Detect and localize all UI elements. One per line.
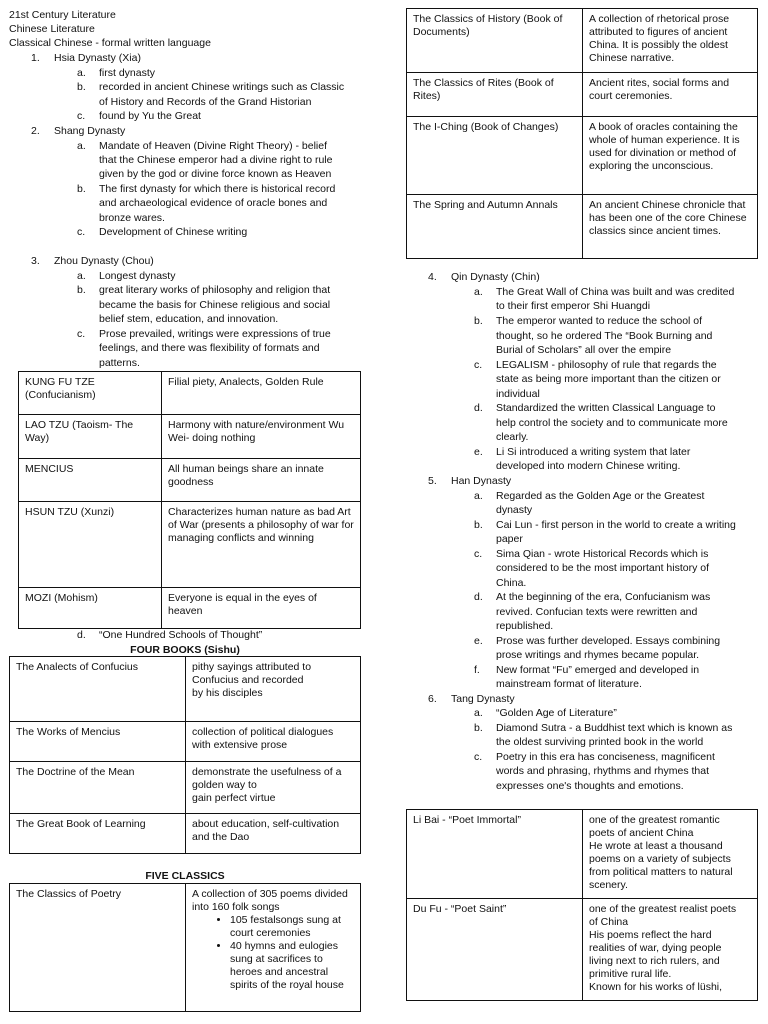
list-item: • 40 hymns and eulogies sung at sacrifices to heroes and ancestral spirits of the royal house (230, 940, 354, 992)
desc-line: of China (589, 916, 629, 928)
item-letter: a. (77, 67, 86, 79)
item-letter: a. (77, 140, 86, 152)
list-item-cont: China. (496, 577, 527, 589)
table-row (10, 814, 361, 854)
five-classics-table (9, 883, 361, 1012)
item-letter: e. (474, 635, 483, 647)
list-item: Cai Lun - first person in the world to create a writing (496, 519, 736, 531)
item-letter: c. (474, 359, 483, 371)
desc-line: scenery. (589, 879, 628, 891)
list-item: Diamond Sutra - a Buddhist text which is known as (496, 722, 733, 734)
item-letter: c. (77, 226, 86, 238)
list-item-cont: state as being more important than the citizen or (496, 373, 721, 385)
list-item: “One Hundred Schools of Thought” (99, 629, 263, 641)
section-number: 2. (31, 125, 40, 137)
list-item: Development of Chinese writing (99, 226, 248, 238)
list-item-cont: bronze wares. (99, 212, 165, 224)
list-item: Sima Qian - wrote Historical Records which is (496, 548, 709, 560)
list-item: • 105 festalsongs sung at court ceremonies (230, 914, 354, 940)
list-item-cont: to their first emperor Shi Huangdi (496, 300, 651, 312)
philosophers-table (18, 371, 361, 629)
list-item-cont: considered to be the most important history of (496, 562, 710, 574)
poets-table (406, 809, 758, 1001)
table-cell-desc (186, 657, 361, 722)
desc-line: gain perfect virtue (192, 792, 276, 804)
table-cell-desc (186, 722, 361, 762)
item-letter: d. (77, 629, 86, 641)
list-item-cont: of History and Records of the Grand Historian (99, 96, 312, 108)
table-cell-desc: Harmony with nature/environment Wu Wei- doing nothing (162, 415, 361, 459)
list-item: The first dynasty for which there is historical record (99, 183, 336, 195)
item-letter: c. (474, 751, 483, 763)
list-item: first dynasty (99, 67, 156, 79)
table-row (10, 657, 361, 722)
list-item-cont: belief stem, education, and innovation. (99, 313, 279, 325)
list-item: Prose was further developed. Essays combining (496, 635, 721, 647)
desc-line: golden way to (192, 779, 257, 791)
table-row (10, 762, 361, 814)
desc-line: one of the greatest romantic (589, 814, 720, 826)
list-item-cont: thought, so he ordered The “Book Burning and (496, 330, 713, 342)
item-letter: f. (474, 664, 480, 676)
list-item: “Golden Age of Literature” (496, 707, 617, 719)
table-row (407, 899, 758, 1001)
desc-line: pithy sayings attributed to (192, 661, 312, 673)
list-item-cont: the oldest surviving printed book in the world (496, 736, 704, 748)
list-item: LEGALISM - philosophy of rule that regards the (496, 359, 717, 371)
desc-line: demonstrate the usefulness of a (192, 766, 342, 778)
desc-line: poets of ancient China (589, 827, 694, 839)
desc-line: one of the greatest realist poets (589, 903, 737, 915)
item-letter: c. (474, 548, 483, 560)
list-item-cont: given by the god or divine force known as Heaven (99, 168, 332, 180)
list-item-cont: individual (496, 388, 540, 400)
list-item: At the beginning of the era, Confucianism was (496, 591, 711, 603)
item-letter: e. (474, 446, 483, 458)
item-letter: a. (77, 270, 86, 282)
doc-subtitle: Chinese Literature (9, 23, 95, 35)
table-cell-name: KUNG FU TZE (Confucianism) (19, 372, 162, 415)
list-item-cont: patterns. (99, 357, 140, 369)
list-item-cont: words and phrasing, rhythms and rhymes that (496, 765, 710, 777)
section-number: 4. (428, 271, 437, 283)
list-item-cont: paper (496, 533, 523, 545)
table-cell-name: The Analects of Confucius (10, 657, 186, 722)
desc-line: He wrote at least a thousand (589, 840, 723, 852)
list-item: New format “Fu” emerged and developed in (496, 664, 700, 676)
table-cell-desc (583, 899, 758, 1001)
list-item: Standardized the written Classical Language to (496, 402, 716, 414)
list-item-cont: prose writings and rhymes became popular. (496, 649, 700, 661)
table-cell-name: Li Bai - “Poet Immortal” (407, 810, 583, 899)
doc-title: 21st Century Literature (9, 9, 116, 21)
table-cell-name: The Classics of History (Book of Documents) (407, 9, 583, 73)
section-title: Hsia Dynasty (Xia) (54, 52, 141, 64)
list-item-cont: revived. Confucian texts were rewritten and (496, 606, 698, 618)
item-letter: b. (474, 519, 483, 531)
table-cell-desc: A collection of rhetorical prose attributed to figures of ancient China. It is possibly the oldest Chinese narrative. (583, 9, 758, 73)
table-cell-name: The Doctrine of the Mean (10, 762, 186, 814)
table-cell-name: The Great Book of Learning (10, 814, 186, 854)
table-row (407, 117, 758, 195)
table-cell-desc: Characterizes human nature as bad Art of War (presents a philosophy of war for managing conflicts and winning (162, 502, 361, 588)
desc-line: about education, self-cultivation (192, 818, 340, 830)
five-classics-heading: FIVE CLASSICS (145, 870, 225, 882)
list-item: Longest dynasty (99, 270, 176, 282)
table-row (19, 372, 361, 415)
section-title: Shang Dynasty (54, 125, 126, 137)
table-row (407, 9, 758, 73)
four-books-heading: FOUR BOOKS (Sishu) (130, 644, 240, 656)
item-letter: b. (77, 183, 86, 195)
table-cell-desc (186, 814, 361, 854)
bullet-list (214, 914, 354, 992)
item-letter: b. (474, 722, 483, 734)
list-item: Li Si introduced a writing system that later (496, 446, 691, 458)
desc-line: living next to rich rulers, and (589, 955, 720, 967)
desc-line: by his disciples (192, 687, 263, 699)
table-row (19, 588, 361, 629)
desc-line: primitive rural life. (589, 968, 672, 980)
table-cell-name: MOZI (Mohism) (19, 588, 162, 629)
section-number: 6. (428, 693, 437, 705)
table-cell-name: Du Fu - “Poet Saint” (407, 899, 583, 1001)
table-cell-desc (186, 762, 361, 814)
list-item: great literary works of philosophy and religion that (99, 284, 331, 296)
desc-line: realities of war, dying people (589, 942, 722, 954)
list-item: The emperor wanted to reduce the school of (496, 315, 703, 327)
item-letter: b. (474, 315, 483, 327)
list-item-cont: dynasty (496, 504, 533, 516)
table-cell-name: The Spring and Autumn Annals (407, 195, 583, 259)
section-number: 1. (31, 52, 40, 64)
table-row (19, 415, 361, 459)
table-row (19, 502, 361, 588)
item-letter: a. (474, 286, 483, 298)
list-item-cont: expresses one's thoughts and emotions. (496, 780, 684, 792)
table-row (407, 73, 758, 117)
table-cell-name: The Classics of Rites (Book of Rites) (407, 73, 583, 117)
list-item-cont: republished. (496, 620, 554, 632)
item-letter: c. (77, 110, 86, 122)
list-item: Mandate of Heaven (Divine Right Theory) - belief (99, 140, 328, 152)
item-letter: a. (474, 490, 483, 502)
desc-line: His poems reflect the hard (589, 929, 712, 941)
table-row (19, 459, 361, 502)
table-cell-desc: An ancient Chinese chronicle that has been one of the core Chinese classics since ancient times. (583, 195, 758, 259)
table-cell-desc: All human beings share an innate goodness (162, 459, 361, 502)
section-title: Han Dynasty (451, 475, 512, 487)
section-title: Qin Dynasty (Chin) (451, 271, 540, 283)
table-cell-desc: Ancient rites, social forms and court ceremonies. (583, 73, 758, 117)
list-item: Regarded as the Golden Age or the Greatest (496, 490, 705, 502)
list-item-cont: clearly. (496, 431, 529, 443)
list-item-cont: help control the society and to communicate more (496, 417, 728, 429)
list-item-cont: Burial of Scholars” all over the empire (496, 344, 672, 356)
section-title: Zhou Dynasty (Chou) (54, 255, 154, 267)
item-letter: b. (77, 81, 86, 93)
item-letter: b. (77, 284, 86, 296)
desc-text: A collection of 305 poems divided into 160 folk songs (192, 888, 348, 913)
table-cell-desc: A book of oracles containing the whole of human experience. It is used for divination or method of exploring the unconscious. (583, 117, 758, 195)
item-letter: c. (77, 328, 86, 340)
desc-line: Known for his works of lüshi, (589, 981, 723, 993)
table-cell-desc: Filial piety, Analects, Golden Rule (162, 372, 361, 415)
four-books-table (9, 656, 361, 854)
item-letter: a. (474, 707, 483, 719)
item-letter: d. (474, 402, 483, 414)
table-row (407, 810, 758, 899)
item-letter: d. (474, 591, 483, 603)
doc-definition: Classical Chinese - formal written language (9, 37, 211, 49)
desc-line: from political matters to natural (589, 866, 733, 878)
table-cell-name: The I-Ching (Book of Changes) (407, 117, 583, 195)
desc-line: collection of political dialogues (192, 726, 334, 738)
list-item-cont: mainstream format of literature. (496, 678, 642, 690)
table-row (407, 195, 758, 259)
table-cell-name: LAO TZU (Taoism- The Way) (19, 415, 162, 459)
table-cell-desc (583, 810, 758, 899)
list-item: found by Yu the Great (99, 110, 201, 122)
table-cell-name: The Works of Mencius (10, 722, 186, 762)
classics-table (406, 8, 758, 259)
list-item: The Great Wall of China was built and was credited (496, 286, 735, 298)
desc-line: Confucius and recorded (192, 674, 304, 686)
list-item-cont: became the basis for Chinese religious and social (99, 299, 331, 311)
table-row (10, 884, 361, 1012)
table-row (10, 722, 361, 762)
desc-line: poems on a variety of subjects (589, 853, 731, 865)
table-cell-name: The Classics of Poetry (10, 884, 186, 1012)
list-item-cont: and archaeological evidence of oracle bones and (99, 197, 328, 209)
section-number: 5. (428, 475, 437, 487)
list-item-cont: developed into modern Chinese writing. (496, 460, 681, 472)
section-number: 3. (31, 255, 40, 267)
table-cell-desc: Everyone is equal in the eyes of heaven (162, 588, 361, 629)
desc-line: and the Dao (192, 831, 250, 843)
list-item: Prose prevailed, writings were expressions of true (99, 328, 331, 340)
table-cell-desc (186, 884, 361, 1012)
table-cell-name: HSUN TZU (Xunzi) (19, 502, 162, 588)
list-item: Poetry in this era has conciseness, magnificent (496, 751, 715, 763)
section-title: Tang Dynasty (451, 693, 515, 705)
list-item-cont: feelings, and there was flexibility of formats and (99, 342, 320, 354)
list-item: recorded in ancient Chinese writings such as Classic (99, 81, 345, 93)
desc-line: with extensive prose (192, 739, 288, 751)
list-item-cont: that the Chinese emperor had a divine right to rule (99, 154, 333, 166)
table-cell-name: MENCIUS (19, 459, 162, 502)
